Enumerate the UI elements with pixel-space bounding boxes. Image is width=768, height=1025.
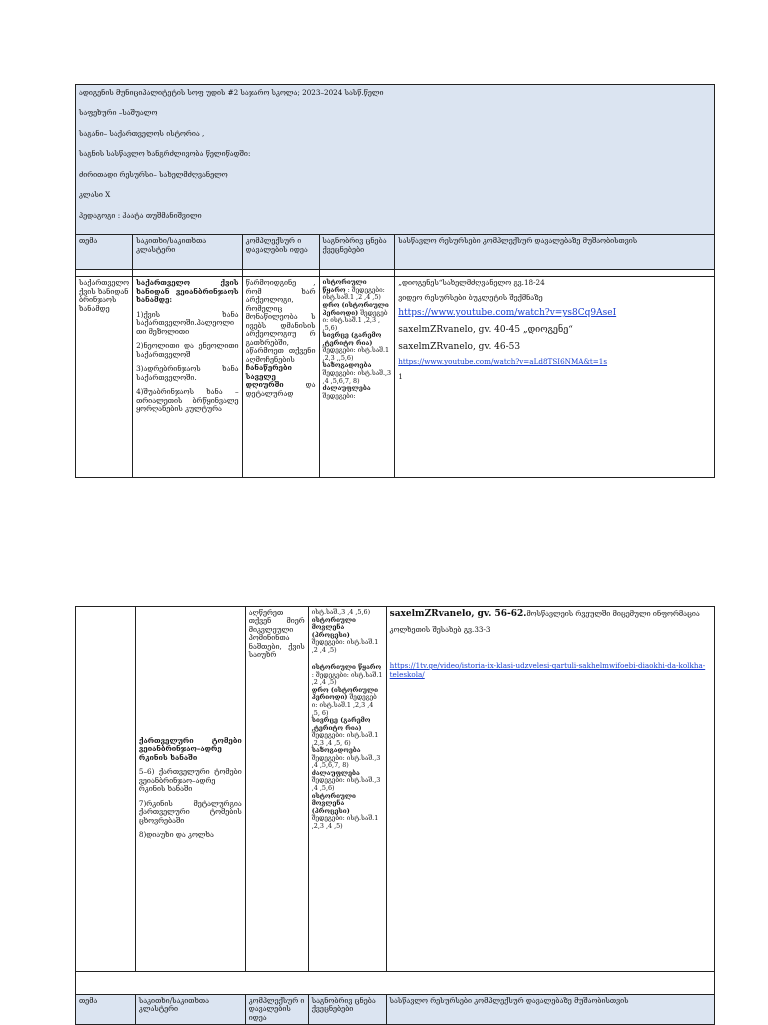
resources-cell: [386, 607, 714, 972]
resource-text: saxelmZRvanelo, gv. 40-45 „დიოგენე“: [398, 324, 573, 335]
concept-item: დრო (ისტორიული პერიოდი) შედეგებ ი: ისტ.საშ.1 ,2,3 ,4 ,5, 6): [311, 685, 379, 717]
topic-title: საქართველო ქვის ხანიდან ვეიანბრინჯაოს ხანამდე:: [136, 278, 239, 305]
curriculum-table-top: [75, 84, 715, 478]
task-cell: [242, 277, 319, 478]
theme-cell: [76, 607, 136, 972]
info-duration: საგნის სასწავლო ხანგრძლივობა წელიწადში:: [79, 149, 251, 159]
resource-text: „დიოგენეს“სახელმძღვანელო გვ.18-24: [398, 278, 545, 288]
column-header-row: [76, 995, 715, 1025]
theme-text: საქართველო ქვის ხანიდან ბრინჯაოს ხანამდე: [79, 278, 130, 313]
resource-text: saxelmZRvanelo, gv. 56-62.: [389, 609, 527, 619]
task-tail: და დეტალურად: [245, 380, 316, 398]
header-task: კომპლექსურ ი დავალების იდეა: [245, 995, 308, 1025]
concept-item: ისტ.საშ.,3 ,4 ,5,6): [311, 608, 371, 616]
task-text: წარმოიდგინე , რომ ხარ არქეოლოგი, რომელიც მონაწილეობა ს ივებს დმანისის არქეოლოგიუ რ გათხრებში, აწარმოეთ თქვენი აღმოჩენების: [245, 278, 316, 364]
concept-item: ისტორიული მოვლენა (პროცესი) შედეგები: ისტ.საშ.1 ,2 ,4 ,5): [311, 615, 379, 654]
topic-item: 8)დიაუხი და კოლხა: [138, 830, 214, 840]
task-text: აღწერეთ თქვენ მიერ მიკვლეული პომინინთა ნაშთები, ქვის საიუხრ: [248, 608, 305, 660]
resource-link[interactable]: https://www.youtube.com/watch?v=ys8Cq9AseI: [398, 308, 617, 319]
topic-item: 2)ნეოლითი და ენეოლითი საქართველოშ: [136, 341, 239, 359]
resource-link[interactable]: https://1tv.ge/video/istoria-ix-klasi-udzvelesi-qartuli-sakhelmwifoebi-diaokhi-da-kolkha-teleskola/: [389, 661, 706, 679]
header-resources: სასწავლო რესურსები კომპლექსურ დავალებაზე მუშაობისთვის: [395, 235, 715, 270]
concepts-cell: [319, 277, 395, 478]
concept-item: ძალაუფლება შედეგები:: [322, 384, 371, 400]
concept-item: დრო (ისტორიული პერიოდი) შედეგებ ი: ისტ.საშ.1 ,2,3 , ,5,6): [322, 301, 389, 332]
resource-text: კოლხეთის შესახებ გვ.33-3: [389, 624, 491, 634]
info-resource: ძირითადი რესურსი– სახელმძღვანელო: [79, 169, 228, 179]
info-teacher: პედაგოგი : ჰაატა თუშმანიშვილი: [79, 210, 202, 220]
resource-link[interactable]: https://www.youtube.com/watch?v=aLd8TSI6NMA&t=1s: [398, 357, 608, 367]
header-topic: საკითხი/საკითხთა კლასტერი: [133, 235, 242, 270]
spacer-row: [76, 972, 715, 995]
info-level: საფეხური –საშუალო: [79, 108, 158, 118]
header-task: კომპლექსურ ი დავალების იდეა: [242, 235, 319, 270]
topic-item: 3)ადრებრინჯაოს ხანა საქართველოში.: [136, 364, 239, 382]
curriculum-table-bottom: [75, 606, 715, 1025]
topic-item: 7)რკინის მეტალურგია ქართველური ტომების ცხოვრებაში: [138, 798, 242, 825]
topic-cell: [133, 277, 242, 478]
resource-text: მოსწავლეის რვეულში მიცემული ინფორმაცია: [526, 609, 700, 618]
concept-item: საზოგადოება შედეგები: ისტ.საშ.,3 ,4 ,5,6,7, 8): [322, 361, 392, 385]
concept-item: სივრცე (გარემო ,ტერიტო რია) შედეგები: ისტ.საშ.1 ,2,3 ,,5,6): [322, 331, 390, 362]
topic-item: 5–6) ქართველური ტომები ვეიანბრინჯაო–ადრე რკინის ხანაში: [138, 767, 242, 794]
table-row: [76, 607, 715, 972]
table-row: [76, 277, 715, 478]
info-class: კლასი X: [79, 190, 111, 200]
topic-item: 1)ქვის ხანა საქართველოში.პალეოლი თი მეზოლითი: [136, 309, 239, 336]
task-highlight: ჩანაწერები საველე დღიურში: [245, 363, 292, 390]
concept-item: ისტორიული წყარო : შედეგები: ისტ.საშ.1 ,2 ,4 ,5): [322, 278, 385, 302]
header-concepts: საგნობრივ ცნება ქვეცნებები: [308, 995, 386, 1025]
header-concepts: საგნობრივ ცნება ქვეცნებები: [319, 235, 395, 270]
concept-item: სივრცე (გარემო ,ტერიტო რია) შედეგები: ისტ.საშ.1 ,2,3 ,4 ,5, 6): [311, 716, 379, 747]
theme-cell: [76, 277, 133, 478]
concept-item: ისტორიული წყარო : შედეგები: ისტ.საშ.1 ,2 ,4 ,5): [311, 663, 383, 687]
concepts-cell: [308, 607, 386, 972]
resource-text: 1: [398, 371, 403, 381]
header-resources: სასწავლო რესურსები კომპლექსურ დავალებაზე მუშაობისთვის: [386, 995, 714, 1025]
info-subject: საგანი– საქართველოს ისტორია ,: [79, 128, 205, 138]
info-school: ადიგენის მუნიციპალიტეტის სოფ უდის #2 საჯარო სკოლა; 2023–2024 სასწ.წელი: [79, 88, 384, 97]
topic-item: 4)შუაბრინჯაოს ხანა – თრიალეთის ბრწყინვალე ყორღანების კულტურა: [136, 387, 239, 414]
header-theme: თემა: [76, 235, 133, 270]
column-header-row: [76, 235, 715, 270]
resource-text: ვიდეო რესურსები ბუკლეტის შექმნაზე: [398, 292, 543, 302]
concept-item: ძალაუფლება შედეგები: ისტ.საშ.,3 ,4 ,5,6): [311, 768, 381, 793]
topic-cell: [135, 607, 245, 972]
concept-item: ისტორიული მოვლენა (პროცესი) შედეგები: ისტ.საშ.1 ,2,3 ,4 ,5): [311, 791, 379, 830]
header-theme: თემა: [76, 995, 136, 1025]
header-topic: საკითხი/საკითხთა კლასტერი: [135, 995, 245, 1025]
spacer-row: [76, 270, 715, 277]
resources-cell: [395, 277, 715, 478]
resource-text: saxelmZRvanelo, gv. 46-53: [398, 341, 521, 352]
concept-item: საზოგადოება შედეგები: ისტ.საშ.,3 ,4 ,5,6,7, 8): [311, 746, 381, 770]
task-cell: [245, 607, 308, 972]
info-row: [76, 85, 715, 235]
topic-title: ქართველური ტომები ვეიანბრინჯაო–ადრე რკინის ხანაში: [138, 736, 242, 762]
